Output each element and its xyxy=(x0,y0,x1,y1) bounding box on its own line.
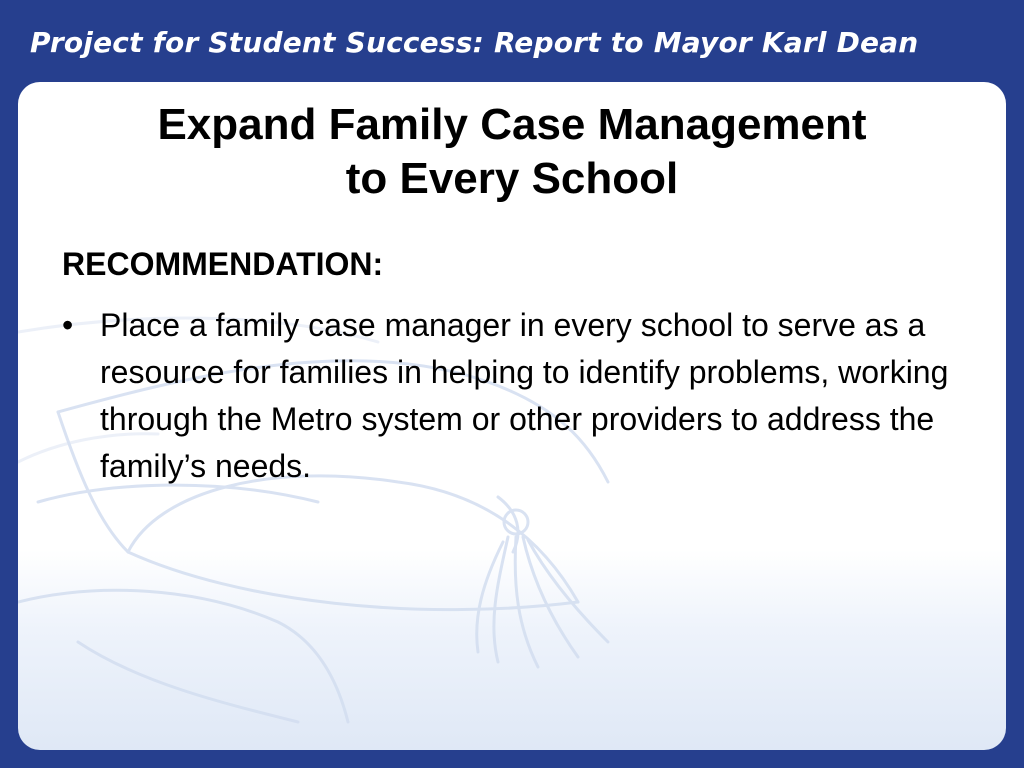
recommendation-heading: RECOMMENDATION: xyxy=(62,246,384,282)
bullet-item xyxy=(62,302,982,490)
bullet-text: Place a family case manager in every school to serve as a resource for families in helping to identify problems, working through the Metro system or other providers to address the family’s needs. xyxy=(100,307,949,484)
bullet-icon: • xyxy=(62,307,74,343)
slide-title-line-2: to Every School xyxy=(345,154,679,203)
slide-title-line-1: Expand Family Case Management xyxy=(157,100,867,149)
slide-title xyxy=(0,98,1024,206)
presentation-header-title: Project for Student Success: Report to Mayor Karl Dean xyxy=(30,26,919,59)
